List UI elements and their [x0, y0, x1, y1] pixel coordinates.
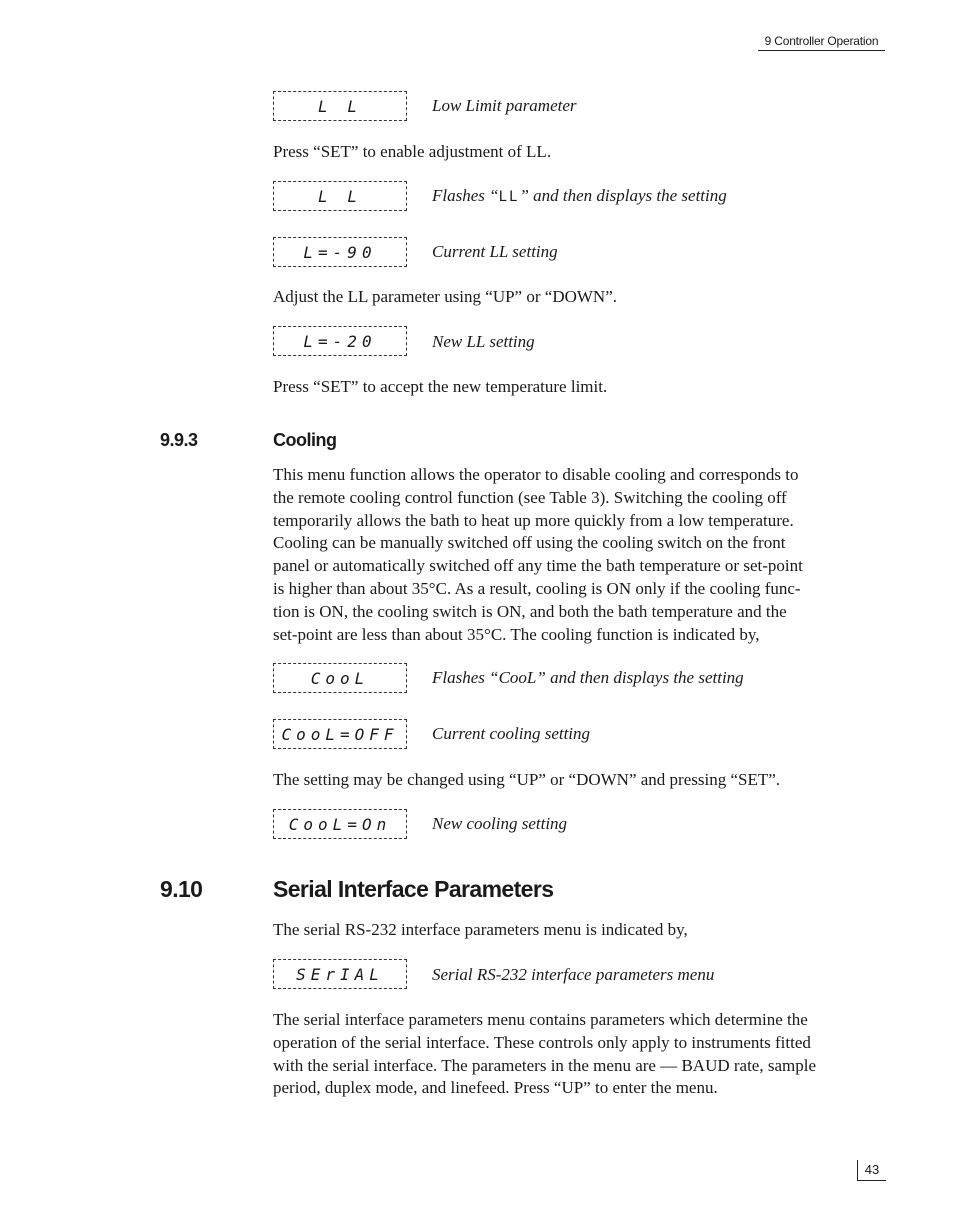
lcd-display-serial: SErIAL: [273, 959, 407, 989]
lcd-display-cool: CooL: [273, 663, 407, 693]
instruction-accept-ll: Press “SET” to accept the new temperature limit.: [273, 377, 608, 396]
instruction-press-set: Press “SET” to enable adjustment of LL.: [273, 142, 552, 161]
serial-paragraph-line: with the serial interface. The parameters in the menu are — BAUD rate, sample: [273, 1055, 817, 1075]
cooling-paragraph-line: is higher than about 35°C. As a result, cooling is ON only if the cooling func-: [273, 578, 801, 598]
serial-paragraph-line: period, duplex mode, and linefeed. Press “UP” to enter the menu.: [273, 1078, 718, 1098]
section-title-cooling: Cooling: [273, 430, 337, 450]
serial-paragraph-line: The serial interface parameters menu contains parameters which determine the: [273, 1010, 808, 1029]
caption-cool-flashes: Flashes “CooL” and then displays the setting: [432, 668, 744, 687]
running-header: 9 Controller Operation: [758, 34, 885, 51]
lcd-display-cool-new: CooL=On: [273, 809, 407, 839]
caption-new-cooling: New cooling setting: [432, 814, 568, 833]
cooling-paragraph-line: tion is ON, the cooling switch is ON, and both the bath temperature and the: [273, 601, 787, 621]
caption-ll-flashes-post: ” and then displays the setting: [519, 186, 727, 205]
caption-serial-menu: Serial RS-232 interface parameters menu: [432, 965, 715, 984]
lcd-display-ll: L L: [273, 91, 407, 121]
serial-intro: The serial RS-232 interface parameters menu is indicated by,: [273, 920, 688, 939]
section-number-serial: 9.10: [160, 876, 203, 902]
lcd-display-ll-flash: L L: [273, 181, 407, 211]
cooling-paragraph-line: set-point are less than about 35°C. The cooling function is indicated by,: [273, 624, 760, 644]
serial-paragraph: [273, 1009, 888, 1100]
serial-paragraph-line: operation of the serial interface. These controls only apply to instruments fitted: [273, 1032, 811, 1052]
lcd-display-ll-new: L=-20: [273, 326, 407, 356]
lcd-display-ll-current: L=-90: [273, 237, 407, 267]
caption-ll-flashes: [432, 186, 727, 206]
lcd-display-cool-current: CooL=OFF: [273, 719, 407, 749]
caption-current-ll: Current LL setting: [432, 242, 558, 261]
cooling-paragraph: [273, 464, 888, 646]
page-number: 43: [857, 1160, 886, 1181]
cooling-paragraph-line: the remote cooling control function (see Table 3). Switching the cooling off: [273, 487, 787, 507]
cooling-paragraph-line: This menu function allows the operator to disable cooling and corresponds to: [273, 465, 799, 484]
caption-new-ll: New LL setting: [432, 332, 535, 351]
cooling-paragraph-line: temporarily allows the bath to heat up more quickly from a low temperature.: [273, 510, 794, 530]
section-title-serial: Serial Interface Parameters: [273, 876, 554, 902]
caption-ll-flashes-pre: Flashes “: [432, 186, 499, 205]
instruction-change-cooling: The setting may be changed using “UP” or “DOWN” and pressing “SET”.: [273, 770, 781, 789]
caption-ll-flashes-code: LL: [498, 189, 520, 205]
caption-current-cooling: Current cooling setting: [432, 724, 591, 743]
cooling-paragraph-line: Cooling can be manually switched off using the cooling switch on the front: [273, 533, 786, 553]
section-number-cooling: 9.9.3: [160, 430, 198, 450]
caption-low-limit: Low Limit parameter: [432, 96, 577, 115]
instruction-adjust-ll: Adjust the LL parameter using “UP” or “DOWN”.: [273, 287, 617, 306]
cooling-paragraph-line: panel or automatically switched off any time the bath temperature or set-point: [273, 556, 803, 576]
